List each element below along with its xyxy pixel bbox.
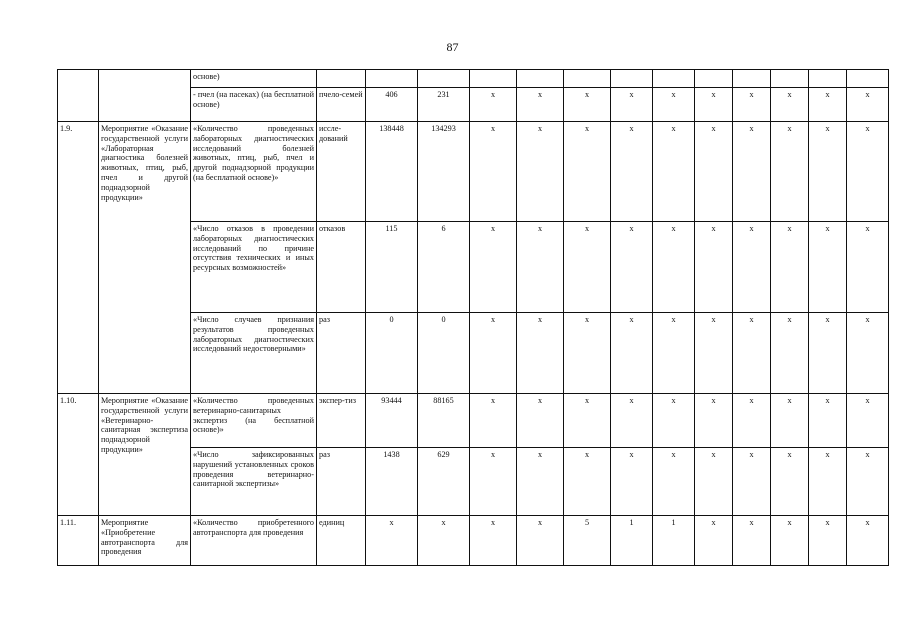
indicator-cell: «Число случаев признания результатов проведенных лабораторных диагностических исследований недостоверными» <box>191 313 317 394</box>
mark-cell: х <box>809 448 847 516</box>
mark-cell: х <box>809 516 847 566</box>
mark-cell: х <box>733 88 771 122</box>
mark-cell: х <box>809 88 847 122</box>
value-cell: 134293 <box>418 122 470 222</box>
indicator-cell: «Количество проведенных ветеринарно-санитарных экспертиз (на бесплатной основе)» <box>191 394 317 448</box>
mark-cell: х <box>517 448 564 516</box>
indicator-cell: - пчел (на пасеках) (на бесплатной основе) <box>191 88 317 122</box>
mark-cell: х <box>695 313 733 394</box>
mark-cell: х <box>695 122 733 222</box>
mark-cell: х <box>470 222 517 313</box>
mark-cell: х <box>517 313 564 394</box>
mark-cell: х <box>809 313 847 394</box>
mark-cell <box>653 70 695 88</box>
mark-cell: х <box>517 516 564 566</box>
mark-cell <box>771 70 809 88</box>
mark-cell: х <box>517 222 564 313</box>
mark-cell: 5 <box>564 516 611 566</box>
mark-cell: х <box>771 313 809 394</box>
table-row <box>58 70 889 88</box>
mark-cell: х <box>733 122 771 222</box>
mark-cell: х <box>847 88 889 122</box>
mark-cell: 1 <box>653 516 695 566</box>
value-cell: 138448 <box>366 122 418 222</box>
event-cell <box>99 70 191 122</box>
mark-cell: х <box>564 448 611 516</box>
value-cell <box>366 70 418 88</box>
mark-cell: х <box>653 122 695 222</box>
mark-cell: х <box>733 222 771 313</box>
value-cell: 93444 <box>366 394 418 448</box>
mark-cell: х <box>695 222 733 313</box>
mark-cell: х <box>771 122 809 222</box>
mark-cell: х <box>470 516 517 566</box>
mark-cell: х <box>653 222 695 313</box>
mark-cell: х <box>517 394 564 448</box>
mark-cell: х <box>771 448 809 516</box>
row-number-cell: 1.11. <box>58 516 99 566</box>
mark-cell: х <box>733 394 771 448</box>
mark-cell: х <box>611 448 653 516</box>
page-number: 87 <box>446 40 459 54</box>
unit-cell: отказов <box>317 222 366 313</box>
indicator-cell: «Число зафиксированных нарушений установленных сроков проведения ветеринарно-санитарной экспертизы» <box>191 448 317 516</box>
indicators-table <box>57 69 889 566</box>
unit-cell <box>317 70 366 88</box>
indicator-cell: «Число отказов в проведении лабораторных диагностических исследований по причине отсутствия технических и иных ресурсных возможностей» <box>191 222 317 313</box>
mark-cell: х <box>653 448 695 516</box>
mark-cell <box>733 70 771 88</box>
mark-cell: х <box>564 394 611 448</box>
mark-cell: х <box>564 313 611 394</box>
mark-cell: х <box>470 313 517 394</box>
mark-cell: х <box>564 222 611 313</box>
mark-cell: х <box>847 122 889 222</box>
mark-cell <box>847 70 889 88</box>
mark-cell: х <box>733 313 771 394</box>
mark-cell: х <box>771 88 809 122</box>
mark-cell: х <box>470 88 517 122</box>
mark-cell: х <box>771 222 809 313</box>
mark-cell <box>470 70 517 88</box>
value-cell: 1438 <box>366 448 418 516</box>
value-cell: 0 <box>418 313 470 394</box>
mark-cell: х <box>517 88 564 122</box>
mark-cell: х <box>695 88 733 122</box>
mark-cell: х <box>847 448 889 516</box>
row-number-cell: 1.10. <box>58 394 99 516</box>
indicator-cell: «Количество приобретенного автотранспорта для проведения <box>191 516 317 566</box>
indicator-cell: основе) <box>191 70 317 88</box>
mark-cell: х <box>847 222 889 313</box>
unit-cell: иссле-дований <box>317 122 366 222</box>
mark-cell <box>564 70 611 88</box>
mark-cell: х <box>564 88 611 122</box>
mark-cell: х <box>611 313 653 394</box>
value-cell: 231 <box>418 88 470 122</box>
value-cell: 629 <box>418 448 470 516</box>
mark-cell: х <box>611 88 653 122</box>
mark-cell <box>517 70 564 88</box>
indicator-cell: «Количество проведенных лабораторных диагностических исследований болезней животных, птиц, рыб, пчел и другой поднадзорной продукции (на бесплатной основе)» <box>191 122 317 222</box>
mark-cell: 1 <box>611 516 653 566</box>
mark-cell: х <box>809 222 847 313</box>
mark-cell: х <box>611 222 653 313</box>
mark-cell: х <box>771 394 809 448</box>
value-cell: 6 <box>418 222 470 313</box>
event-cell: Мероприятие «Приобретение автотранспорта для проведения <box>99 516 191 566</box>
event-cell: Мероприятие «Оказание государственной услуги «Лабораторная диагностика болезней животных, птиц, рыб, пчел и другой поднадзорной продукции» <box>99 122 191 394</box>
value-cell: х <box>418 516 470 566</box>
mark-cell: х <box>847 516 889 566</box>
table-row <box>58 516 889 566</box>
mark-cell: х <box>809 122 847 222</box>
mark-cell: х <box>611 122 653 222</box>
unit-cell: единиц <box>317 516 366 566</box>
mark-cell: х <box>653 313 695 394</box>
mark-cell: х <box>470 394 517 448</box>
value-cell: 88165 <box>418 394 470 448</box>
value-cell <box>418 70 470 88</box>
mark-cell: х <box>733 448 771 516</box>
row-number-cell <box>58 70 99 122</box>
mark-cell: х <box>564 122 611 222</box>
mark-cell: х <box>653 394 695 448</box>
mark-cell: х <box>771 516 809 566</box>
mark-cell: х <box>611 394 653 448</box>
unit-cell: экспер-тиз <box>317 394 366 448</box>
value-cell: х <box>366 516 418 566</box>
mark-cell: х <box>847 313 889 394</box>
unit-cell: раз <box>317 313 366 394</box>
table-row <box>58 394 889 448</box>
event-cell: Мероприятие «Оказание государственной услуги «Ветеринарно-санитарная экспертиза поднадзорной продукции» <box>99 394 191 516</box>
mark-cell: х <box>470 122 517 222</box>
mark-cell <box>809 70 847 88</box>
mark-cell: х <box>517 122 564 222</box>
value-cell: 406 <box>366 88 418 122</box>
mark-cell <box>611 70 653 88</box>
mark-cell: х <box>847 394 889 448</box>
mark-cell: х <box>653 88 695 122</box>
mark-cell: х <box>809 394 847 448</box>
mark-cell: х <box>470 448 517 516</box>
value-cell: 115 <box>366 222 418 313</box>
mark-cell: х <box>695 516 733 566</box>
unit-cell: пчело-семей <box>317 88 366 122</box>
mark-cell <box>695 70 733 88</box>
table-row <box>58 122 889 222</box>
mark-cell: х <box>695 448 733 516</box>
row-number-cell: 1.9. <box>58 122 99 394</box>
mark-cell: х <box>733 516 771 566</box>
unit-cell: раз <box>317 448 366 516</box>
mark-cell: х <box>695 394 733 448</box>
value-cell: 0 <box>366 313 418 394</box>
